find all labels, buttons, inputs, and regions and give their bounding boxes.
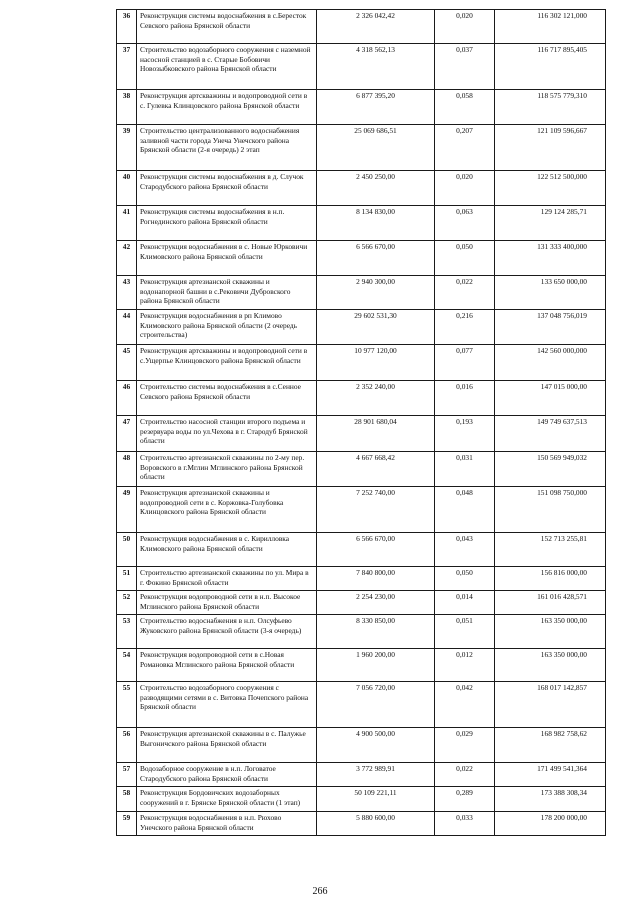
cumulative-cell: 116 302 121,000 bbox=[495, 10, 606, 44]
row-number-cell: 48 bbox=[117, 452, 137, 487]
table-row bbox=[117, 125, 606, 171]
table-row bbox=[117, 763, 606, 787]
row-number-cell: 59 bbox=[117, 812, 137, 836]
project-name-cell: Строительство водозаборного сооружения с наземной насосной станцией в с. Старые Бобовичи Новозыбковского района Брянской области bbox=[137, 44, 317, 90]
cumulative-cell: 129 124 285,71 bbox=[495, 206, 606, 241]
coefficient-cell: 0,043 bbox=[435, 533, 495, 567]
cost-cell: 10 977 120,00 bbox=[317, 345, 435, 381]
project-name-cell: Строительство насосной станции второго подъема и резервуара воды по ул.Чехова в г. Стародуб Брянской области bbox=[137, 416, 317, 452]
cost-cell: 7 252 740,00 bbox=[317, 487, 435, 533]
cost-cell: 4 900 500,00 bbox=[317, 728, 435, 763]
table-row bbox=[117, 10, 606, 44]
coefficient-cell: 0,289 bbox=[435, 787, 495, 812]
cumulative-cell: 147 015 000,00 bbox=[495, 381, 606, 416]
cost-cell: 50 109 221,11 bbox=[317, 787, 435, 812]
cost-cell: 1 960 200,00 bbox=[317, 649, 435, 682]
project-name-cell: Реконструкция водопроводной сети в н.п. Высокое Мглинского района Брянской области bbox=[137, 591, 317, 615]
project-name-cell: Строительство водозаборного сооружения с разводящими сетями в с. Витовка Почепского района Брянской области bbox=[137, 682, 317, 728]
coefficient-cell: 0,012 bbox=[435, 649, 495, 682]
row-number-cell: 58 bbox=[117, 787, 137, 812]
project-name-cell: Водозаборное сооружение в н.п. Логоватое Стародубского района Брянской области bbox=[137, 763, 317, 787]
cumulative-cell: 152 713 255,81 bbox=[495, 533, 606, 567]
projects-table bbox=[116, 9, 606, 836]
table-row bbox=[117, 206, 606, 241]
project-name-cell: Реконструкция водоснабжения в с. Кирилловка Климовского района Брянской области bbox=[137, 533, 317, 567]
table-row bbox=[117, 44, 606, 90]
table-row bbox=[117, 567, 606, 591]
project-name-cell: Реконструкция Бордовичских водозаборных сооружений в г. Брянске Брянской области (1 этап) bbox=[137, 787, 317, 812]
project-name-cell: Реконструкция водоснабжения в н.п. Рюхово Унечского района Брянской области bbox=[137, 812, 317, 836]
row-number-cell: 38 bbox=[117, 90, 137, 125]
cumulative-cell: 156 816 000,00 bbox=[495, 567, 606, 591]
project-name-cell: Реконструкция водоснабжения в рп Климово Климовского района Брянской области (2 очередь строительства) bbox=[137, 310, 317, 345]
cost-cell: 6 566 670,00 bbox=[317, 533, 435, 567]
coefficient-cell: 0,077 bbox=[435, 345, 495, 381]
cost-cell: 5 880 600,00 bbox=[317, 812, 435, 836]
row-number-cell: 41 bbox=[117, 206, 137, 241]
table-row bbox=[117, 812, 606, 836]
table-row bbox=[117, 649, 606, 682]
cost-cell: 4 318 562,13 bbox=[317, 44, 435, 90]
table-row bbox=[117, 728, 606, 763]
table-row bbox=[117, 487, 606, 533]
row-number-cell: 45 bbox=[117, 345, 137, 381]
table-row bbox=[117, 310, 606, 345]
cumulative-cell: 171 499 541,364 bbox=[495, 763, 606, 787]
coefficient-cell: 0,016 bbox=[435, 381, 495, 416]
table-row bbox=[117, 381, 606, 416]
table-row bbox=[117, 615, 606, 649]
cumulative-cell: 133 650 000,00 bbox=[495, 276, 606, 310]
coefficient-cell: 0,216 bbox=[435, 310, 495, 345]
row-number-cell: 53 bbox=[117, 615, 137, 649]
row-number-cell: 43 bbox=[117, 276, 137, 310]
cumulative-cell: 163 350 000,00 bbox=[495, 649, 606, 682]
table-row bbox=[117, 241, 606, 276]
cost-cell: 4 667 668,42 bbox=[317, 452, 435, 487]
coefficient-cell: 0,020 bbox=[435, 10, 495, 44]
coefficient-cell: 0,029 bbox=[435, 728, 495, 763]
cost-cell: 2 254 230,00 bbox=[317, 591, 435, 615]
cumulative-cell: 161 016 428,571 bbox=[495, 591, 606, 615]
cost-cell: 6 566 670,00 bbox=[317, 241, 435, 276]
coefficient-cell: 0,042 bbox=[435, 682, 495, 728]
project-name-cell: Реконструкция водоснабжения в с. Новые Юрковичи Климовского района Брянской области bbox=[137, 241, 317, 276]
project-name-cell: Реконструкция артскважины и водопроводной сети в с. Гулевка Клинцовского района Брянской области bbox=[137, 90, 317, 125]
cumulative-cell: 173 388 308,34 bbox=[495, 787, 606, 812]
project-name-cell: Реконструкция системы водоснабжения в н.п. Рогнединского района Брянской области bbox=[137, 206, 317, 241]
table-row bbox=[117, 171, 606, 206]
cumulative-cell: 131 333 400,000 bbox=[495, 241, 606, 276]
coefficient-cell: 0,048 bbox=[435, 487, 495, 533]
row-number-cell: 46 bbox=[117, 381, 137, 416]
cost-cell: 8 134 830,00 bbox=[317, 206, 435, 241]
row-number-cell: 49 bbox=[117, 487, 137, 533]
coefficient-cell: 0,050 bbox=[435, 567, 495, 591]
cost-cell: 28 901 680,04 bbox=[317, 416, 435, 452]
cumulative-cell: 150 569 949,032 bbox=[495, 452, 606, 487]
cost-cell: 2 326 042,42 bbox=[317, 10, 435, 44]
table-row bbox=[117, 452, 606, 487]
cost-cell: 25 069 686,51 bbox=[317, 125, 435, 171]
coefficient-cell: 0,033 bbox=[435, 812, 495, 836]
coefficient-cell: 0,050 bbox=[435, 241, 495, 276]
cumulative-cell: 121 109 596,667 bbox=[495, 125, 606, 171]
cost-cell: 6 877 395,20 bbox=[317, 90, 435, 125]
coefficient-cell: 0,193 bbox=[435, 416, 495, 452]
row-number-cell: 51 bbox=[117, 567, 137, 591]
project-name-cell: Строительство централизованного водоснабжения заливной части города Унеча Унечского района Брянской области (2-я очередь) 2 этап bbox=[137, 125, 317, 171]
row-number-cell: 42 bbox=[117, 241, 137, 276]
cost-cell: 2 450 250,00 bbox=[317, 171, 435, 206]
cost-cell: 7 056 720,00 bbox=[317, 682, 435, 728]
cumulative-cell: 149 749 637,513 bbox=[495, 416, 606, 452]
row-number-cell: 56 bbox=[117, 728, 137, 763]
row-number-cell: 47 bbox=[117, 416, 137, 452]
project-name-cell: Реконструкция системы водоснабжения в с.Бересток Севского района Брянской области bbox=[137, 10, 317, 44]
project-name-cell: Строительство артезианской скважины по 2-му пер. Воровского в г.Мглин Мглинского района Брянской области bbox=[137, 452, 317, 487]
coefficient-cell: 0,022 bbox=[435, 276, 495, 310]
table-row bbox=[117, 276, 606, 310]
cost-cell: 3 772 989,91 bbox=[317, 763, 435, 787]
cumulative-cell: 178 200 000,00 bbox=[495, 812, 606, 836]
row-number-cell: 40 bbox=[117, 171, 137, 206]
row-number-cell: 39 bbox=[117, 125, 137, 171]
project-name-cell: Реконструкция артскважины и водопроводной сети в с.Ущерпье Клинцовского района Брянской области bbox=[137, 345, 317, 381]
projects-table-body bbox=[117, 10, 606, 836]
cost-cell: 2 940 300,00 bbox=[317, 276, 435, 310]
project-name-cell: Строительство артезианской скважины по ул. Мира в г. Фокино Брянской области bbox=[137, 567, 317, 591]
coefficient-cell: 0,022 bbox=[435, 763, 495, 787]
row-number-cell: 37 bbox=[117, 44, 137, 90]
project-name-cell: Реконструкция системы водоснабжения в д. Случок Стародубского района Брянской области bbox=[137, 171, 317, 206]
coefficient-cell: 0,207 bbox=[435, 125, 495, 171]
project-name-cell: Реконструкция артезианской скважины в с. Палужье Выгоничского района Брянской области bbox=[137, 728, 317, 763]
table-row bbox=[117, 533, 606, 567]
coefficient-cell: 0,014 bbox=[435, 591, 495, 615]
row-number-cell: 36 bbox=[117, 10, 137, 44]
cost-cell: 29 602 531,30 bbox=[317, 310, 435, 345]
coefficient-cell: 0,037 bbox=[435, 44, 495, 90]
row-number-cell: 57 bbox=[117, 763, 137, 787]
cumulative-cell: 137 048 756,019 bbox=[495, 310, 606, 345]
coefficient-cell: 0,051 bbox=[435, 615, 495, 649]
row-number-cell: 50 bbox=[117, 533, 137, 567]
cumulative-cell: 168 982 758,62 bbox=[495, 728, 606, 763]
cost-cell: 7 840 800,00 bbox=[317, 567, 435, 591]
project-name-cell: Реконструкция артезианской скважины и водопроводной сети в с. Коржовка-Голубовка Клинцовского района Брянской области bbox=[137, 487, 317, 533]
page-number: 266 bbox=[312, 886, 328, 897]
project-name-cell: Реконструкция водопроводной сети в с.Новая Романовка Мглинского района Брянской области bbox=[137, 649, 317, 682]
cumulative-cell: 151 098 750,000 bbox=[495, 487, 606, 533]
table-row bbox=[117, 90, 606, 125]
row-number-cell: 55 bbox=[117, 682, 137, 728]
table-row bbox=[117, 591, 606, 615]
cumulative-cell: 168 017 142,857 bbox=[495, 682, 606, 728]
cost-cell: 2 352 240,00 bbox=[317, 381, 435, 416]
table-row bbox=[117, 416, 606, 452]
coefficient-cell: 0,058 bbox=[435, 90, 495, 125]
cumulative-cell: 118 575 779,310 bbox=[495, 90, 606, 125]
project-name-cell: Реконструкция артезианской скважины и водонапорной башни в с.Рековичи Дубровского района Брянской области bbox=[137, 276, 317, 310]
cumulative-cell: 142 560 000,000 bbox=[495, 345, 606, 381]
coefficient-cell: 0,063 bbox=[435, 206, 495, 241]
table-row bbox=[117, 787, 606, 812]
cumulative-cell: 122 512 500,000 bbox=[495, 171, 606, 206]
cost-cell: 8 330 850,00 bbox=[317, 615, 435, 649]
project-name-cell: Строительство водоснабжения в н.п. Олсуфьево Жуковского района Брянской области (3-я очередь) bbox=[137, 615, 317, 649]
table-row bbox=[117, 345, 606, 381]
coefficient-cell: 0,020 bbox=[435, 171, 495, 206]
cumulative-cell: 116 717 895,405 bbox=[495, 44, 606, 90]
table-row bbox=[117, 682, 606, 728]
cumulative-cell: 163 350 000,00 bbox=[495, 615, 606, 649]
row-number-cell: 44 bbox=[117, 310, 137, 345]
row-number-cell: 54 bbox=[117, 649, 137, 682]
row-number-cell: 52 bbox=[117, 591, 137, 615]
coefficient-cell: 0,031 bbox=[435, 452, 495, 487]
project-name-cell: Строительство системы водоснабжения в с.Сенное Севского района Брянской области bbox=[137, 381, 317, 416]
